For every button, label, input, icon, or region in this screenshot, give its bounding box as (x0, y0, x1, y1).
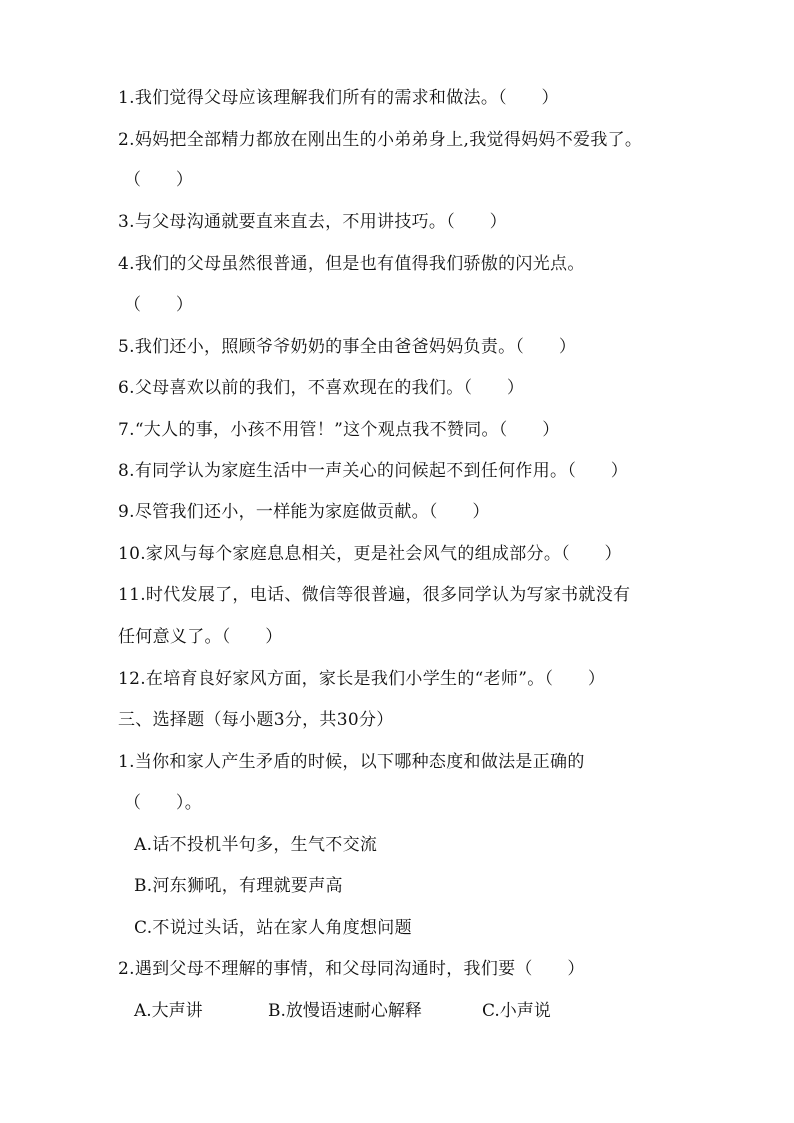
judgement-question-4-bracket: （ ） (124, 295, 194, 315)
judgement-question-11: 11.时代发展了，电话、微信等很普遍，很多同学认为写家书就没有 (118, 585, 631, 605)
judgement-question-2: 2.妈妈把全部精力都放在刚出生的小弟弟身上,我觉得妈妈不爱我了。 (118, 130, 643, 150)
choice-question-2: 2.遇到父母不理解的事情，和父母同沟通时，我们要（ ） (118, 959, 585, 979)
choice-question-2-option-b: B.放慢语速耐心解释 (268, 1001, 422, 1021)
judgement-question-2-bracket: （ ） (124, 170, 194, 190)
judgement-question-6: 6.父母喜欢以前的我们，不喜欢现在的我们。（ ） (118, 378, 525, 398)
judgement-question-7: 7.“大人的事，小孩不用管！”这个观点我不赞同。（ ） (118, 420, 560, 440)
judgement-question-11-continued: 任何意义了。（ ） (118, 627, 283, 647)
choice-question-2-option-c: C.小声说 (482, 1001, 551, 1021)
judgement-question-12: 12.在培育良好家风方面，家长是我们小学生的“老师”。（ ） (118, 669, 606, 689)
judgement-question-9: 9.尽管我们还小，一样能为家庭做贡献。（ ） (118, 502, 490, 522)
choice-question-1: 1.当你和家人产生矛盾的时候，以下哪种态度和做法是正确的 (118, 752, 585, 772)
judgement-question-5: 5.我们还小，照顾爷爷奶奶的事全由爸爸妈妈负责。（ ） (118, 337, 577, 357)
judgement-question-8: 8.有同学认为家庭生活中一声关心的问候起不到任何作用。（ ） (118, 461, 629, 481)
choice-question-1-option-b: B.河东狮吼，有理就要声高 (134, 876, 343, 896)
choice-question-1-bracket: （ ）。 (124, 793, 202, 813)
choice-question-2-option-a: A.大声讲 (134, 1001, 203, 1021)
section-3-heading: 三、选择题（每小题3分，共30分） (118, 710, 394, 730)
judgement-question-10: 10.家风与每个家庭息息相关，更是社会风气的组成部分。（ ） (118, 544, 622, 564)
choice-question-1-option-c: C.不说过头话，站在家人角度想问题 (134, 918, 412, 938)
judgement-question-3: 3.与父母沟通就要直来直去，不用讲技巧。（ ） (118, 212, 507, 232)
choice-question-1-option-a: A.话不投机半句多，生气不交流 (134, 835, 378, 855)
judgement-question-1: 1.我们觉得父母应该理解我们所有的需求和做法。（ ） (118, 88, 559, 108)
judgement-question-4: 4.我们的父母虽然很普通，但是也有值得我们骄傲的闪光点。 (118, 254, 585, 274)
